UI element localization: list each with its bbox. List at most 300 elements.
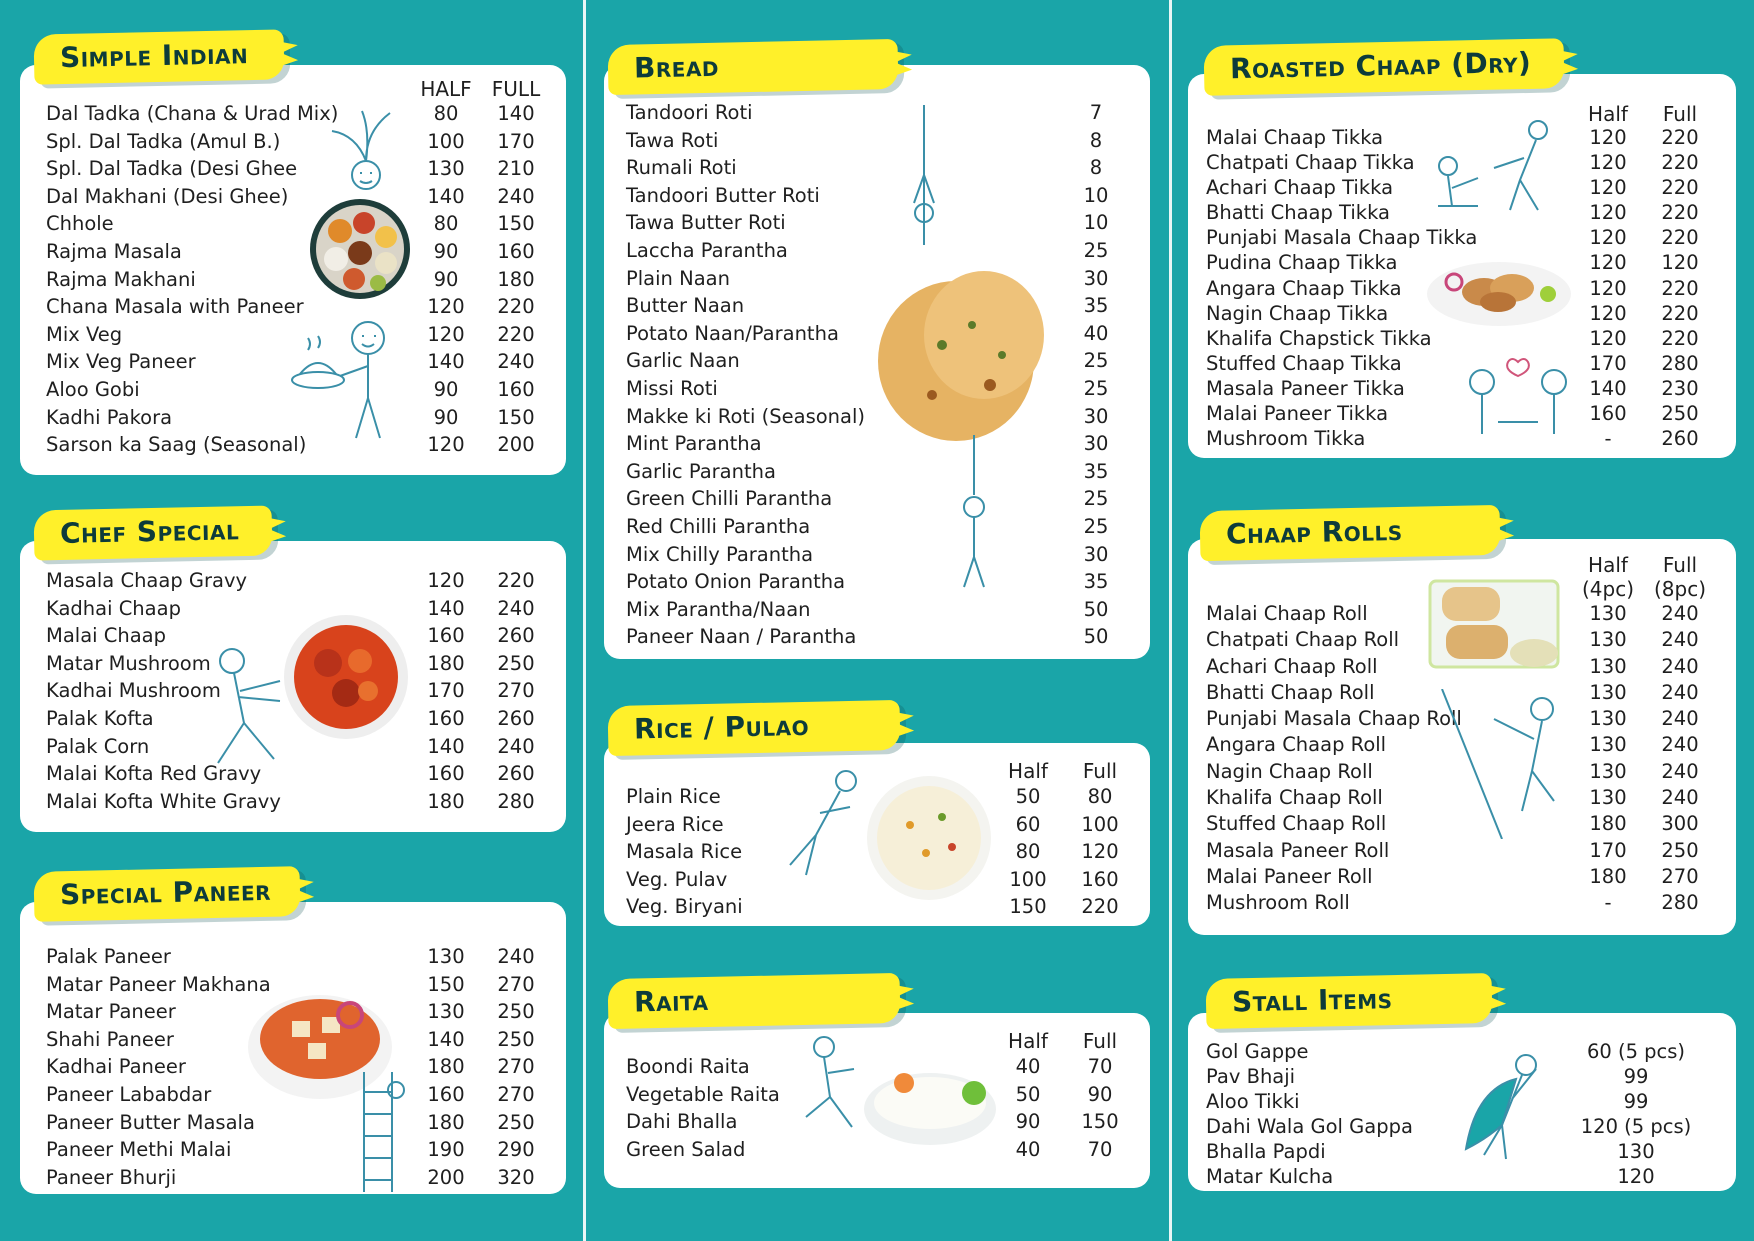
item-name: Bhalla Papdi xyxy=(1206,1140,1326,1163)
item-price-full: 150 xyxy=(1081,1110,1119,1134)
item-price-half: 130 xyxy=(1589,733,1627,757)
item-price-half: 130 xyxy=(427,157,465,181)
column-header-half: Half xyxy=(1008,759,1048,783)
item-name: Boondi Raita xyxy=(626,1055,750,1078)
item-name: Matar Kulcha xyxy=(1206,1165,1334,1188)
item-price-half: 170 xyxy=(1589,351,1627,375)
section-banner-stall-items xyxy=(1206,973,1493,1029)
item-price-half: 180 xyxy=(427,651,465,675)
item-price-full: 250 xyxy=(497,1000,535,1024)
column-header-full: Full xyxy=(1082,759,1118,783)
item-price-full: 220 xyxy=(497,295,535,319)
item-name: Tandoori Butter Roti xyxy=(626,183,820,207)
item-price-half: 120 xyxy=(427,433,465,457)
item-price-full: 220 xyxy=(1661,151,1699,175)
item-price: 99 xyxy=(1623,1065,1649,1088)
item-name: Aloo Gobi xyxy=(46,377,140,401)
item-price-full: 240 xyxy=(497,184,535,208)
item-name: Sarson ka Saag (Seasonal) xyxy=(46,433,307,457)
item-name: Angara Chaap Tikka xyxy=(1206,276,1402,300)
item-price-full: 240 xyxy=(1661,602,1699,625)
item-price-half: 130 xyxy=(1589,786,1627,810)
panel-simple-indian xyxy=(20,65,566,475)
item-price-half: 130 xyxy=(1589,654,1627,678)
menu-item xyxy=(46,102,546,130)
item-price-full: 220 xyxy=(1081,895,1119,919)
item-price-half: 120 xyxy=(427,569,465,592)
item-price-half: 130 xyxy=(1589,707,1627,731)
item-price-full: 290 xyxy=(497,1138,535,1162)
item-name: Palak Kofta xyxy=(46,706,154,730)
item-name: Chatpati Chaap Roll xyxy=(1206,628,1400,652)
item-price-full: 240 xyxy=(1661,733,1699,757)
item-price: 40 xyxy=(1083,321,1109,345)
menu-item xyxy=(626,211,1126,239)
item-name: Laccha Parantha xyxy=(626,238,788,262)
section-title: Chaap Rolls xyxy=(1225,513,1403,551)
item-name: Matar Paneer xyxy=(46,1000,176,1024)
menu-item xyxy=(626,625,1126,653)
item-name: Plain Naan xyxy=(626,266,730,290)
chaap-roll-image xyxy=(1424,575,1564,689)
item-name: Rajma Masala xyxy=(46,239,182,263)
item-price-full: 220 xyxy=(1661,326,1699,350)
item-price-full: 250 xyxy=(1661,838,1699,862)
item-price-half: 100 xyxy=(427,129,465,153)
item-name: Chhole xyxy=(46,212,114,236)
menu-item xyxy=(626,570,1126,598)
item-price: 120 (5 pcs) xyxy=(1580,1115,1692,1138)
column-header-full: Full xyxy=(1082,1029,1118,1053)
item-name: Dal Tadka (Chana & Urad Mix) xyxy=(46,102,339,125)
menu-item xyxy=(626,598,1126,626)
item-price-full: 220 xyxy=(497,322,535,346)
item-price-full: 280 xyxy=(497,789,535,813)
item-name: Veg. Biryani xyxy=(626,895,743,919)
item-name: Pav Bhaji xyxy=(1206,1065,1296,1088)
item-name: Chana Masala with Paneer xyxy=(46,295,304,319)
item-name: Garlic Naan xyxy=(626,349,740,373)
item-price-full: 160 xyxy=(1081,867,1119,891)
item-name: Green Chilli Parantha xyxy=(626,487,833,511)
item-price-full: 160 xyxy=(497,239,535,263)
item-price-half: 150 xyxy=(427,972,465,996)
item-price-half: 90 xyxy=(433,267,459,291)
item-price-full: 220 xyxy=(1661,301,1699,325)
item-name: Kadhai Paneer xyxy=(46,1055,186,1079)
item-price-half: 130 xyxy=(1589,680,1627,704)
item-price-full: 200 xyxy=(497,433,535,457)
item-name: Chatpati Chaap Tikka xyxy=(1206,151,1415,175)
panel-special-paneer xyxy=(20,902,566,1194)
item-name: Nagin Chaap Roll xyxy=(1206,759,1373,783)
item-name: Masala Paneer Tikka xyxy=(1206,376,1405,400)
item-price-full: 140 xyxy=(497,102,535,125)
item-price-full: 90 xyxy=(1087,1082,1113,1106)
item-name: Pudina Chaap Tikka xyxy=(1206,251,1398,275)
menu-item xyxy=(626,460,1126,488)
item-name: Bhatti Chaap Tikka xyxy=(1206,201,1390,225)
item-name: Paneer Methi Malai xyxy=(46,1138,232,1162)
item-price-half: 120 xyxy=(1589,276,1627,300)
item-price: 25 xyxy=(1083,238,1109,262)
item-price: 50 xyxy=(1083,625,1109,649)
item-price-half: 140 xyxy=(427,1027,465,1051)
superhero-doodle-icon xyxy=(1456,1049,1546,1173)
item-price-half: 120 xyxy=(1589,201,1627,225)
item-name: Kadhi Pakora xyxy=(46,405,173,429)
item-price-full: 70 xyxy=(1087,1137,1113,1161)
item-name: Shahi Paneer xyxy=(46,1027,174,1051)
item-name: Achari Chaap Tikka xyxy=(1206,176,1394,200)
item-price-full: 250 xyxy=(1661,402,1699,426)
section-title: Rice / Pulao xyxy=(633,708,810,746)
item-name: Potato Onion Parantha xyxy=(626,570,846,594)
item-name: Malai Kofta Red Gravy xyxy=(46,762,262,786)
item-name: Matar Mushroom xyxy=(46,651,211,675)
item-price-full: 70 xyxy=(1087,1055,1113,1078)
panel-rice xyxy=(604,743,1150,926)
chef-doodle-icon xyxy=(290,310,410,464)
menu-item xyxy=(46,157,546,185)
column-divider-right xyxy=(1169,0,1172,1241)
raita-bowl-image xyxy=(860,1053,1000,1157)
section-banner-roasted-chaap xyxy=(1204,38,1565,96)
item-price-half: 180 xyxy=(1589,864,1627,888)
item-price-full: 120 xyxy=(1081,840,1119,864)
item-price-half: 160 xyxy=(427,624,465,648)
panel-roasted-chaap xyxy=(1188,74,1736,458)
menu-item xyxy=(46,268,546,296)
section-banner-simple-indian xyxy=(34,29,285,84)
item-name: Malai Kofta White Gravy xyxy=(46,789,281,813)
item-name: Punjabi Masala Chaap Tikka xyxy=(1206,226,1478,250)
item-price-half: 170 xyxy=(1589,838,1627,862)
item-price-full: 160 xyxy=(497,377,535,401)
menu-item xyxy=(1206,865,1714,891)
menu-item xyxy=(626,129,1126,157)
item-price-full: 300 xyxy=(1661,812,1699,836)
item-price-half: 150 xyxy=(1009,895,1047,919)
item-price: 30 xyxy=(1083,432,1109,456)
section-title: Simple Indian xyxy=(59,37,249,75)
balancing-figure-doodle-icon xyxy=(1438,689,1568,843)
item-name: Tawa Roti xyxy=(626,128,719,152)
item-price-half: 140 xyxy=(1589,376,1627,400)
column-header-full: FULL xyxy=(491,77,541,101)
item-name: Punjabi Masala Chaap Roll xyxy=(1206,707,1462,731)
item-name: Red Chilli Parantha xyxy=(626,514,811,538)
item-price-half: 80 xyxy=(1015,840,1041,864)
item-name: Tawa Butter Roti xyxy=(626,211,786,235)
item-name: Malai Chaap Roll xyxy=(1206,602,1368,625)
item-price-full: 220 xyxy=(1661,176,1699,200)
item-price: 10 xyxy=(1083,183,1109,207)
item-price-full: 240 xyxy=(1661,759,1699,783)
item-name: Rumali Roti xyxy=(626,156,737,180)
item-name: Rajma Makhani xyxy=(46,267,196,291)
panel-raita xyxy=(604,1013,1150,1188)
item-name: Masala Paneer Roll xyxy=(1206,838,1390,862)
section-title: Bread xyxy=(633,49,720,85)
item-price-half: 170 xyxy=(427,679,465,703)
item-name: Palak Corn xyxy=(46,734,150,758)
item-name: Nagin Chaap Tikka xyxy=(1206,301,1389,325)
item-name: Mushroom Tikka xyxy=(1206,427,1366,451)
item-name: Malai Chaap Tikka xyxy=(1206,126,1384,149)
item-price-full: 320 xyxy=(497,1165,535,1189)
menu-item xyxy=(46,130,546,158)
menu-item xyxy=(46,212,546,240)
column-divider-left xyxy=(583,0,586,1241)
item-name: Paneer Naan / Parantha xyxy=(626,625,857,649)
item-price-half: 140 xyxy=(427,184,465,208)
item-price-full: 250 xyxy=(497,1110,535,1134)
item-price-full: 150 xyxy=(497,212,535,236)
item-price-full: 240 xyxy=(1661,707,1699,731)
item-name: Paneer Bhurji xyxy=(46,1165,177,1189)
item-name: Bhatti Chaap Roll xyxy=(1206,680,1375,704)
item-price-full: 280 xyxy=(1661,351,1699,375)
menu-item xyxy=(626,487,1126,515)
item-price-half: 90 xyxy=(433,405,459,429)
section-title: Roasted Chaap (Dry) xyxy=(1229,45,1532,86)
item-price-half: 90 xyxy=(433,239,459,263)
item-price-half: 130 xyxy=(427,945,465,968)
item-name: Plain Rice xyxy=(626,785,721,808)
section-title: Raita xyxy=(633,983,709,1019)
column-header-half: HALF xyxy=(420,77,472,101)
item-name: Achari Chaap Roll xyxy=(1206,654,1378,678)
item-price-full: 250 xyxy=(497,651,535,675)
section-title: Special Paneer xyxy=(59,873,272,912)
item-price: 25 xyxy=(1083,349,1109,373)
item-price-full: 270 xyxy=(497,972,535,996)
item-price-full: 270 xyxy=(497,679,535,703)
item-price-half: 50 xyxy=(1015,785,1041,808)
item-price: 99 xyxy=(1623,1090,1649,1113)
item-name: Kadhai Chaap xyxy=(46,596,181,620)
menu-item xyxy=(46,1111,546,1139)
item-price-half: 120 xyxy=(1589,326,1627,350)
section-title: Chef Special xyxy=(59,513,240,550)
section-banner-chaap-rolls xyxy=(1200,505,1501,561)
item-price-half: 120 xyxy=(1589,226,1627,250)
item-price: 8 xyxy=(1089,156,1103,180)
item-price: 35 xyxy=(1083,459,1109,483)
couple-doodle-icon xyxy=(1458,356,1578,460)
menu-item xyxy=(46,762,546,790)
item-price-half: 120 xyxy=(1589,251,1627,275)
item-price-half: - xyxy=(1604,891,1612,915)
item-name: Angara Chaap Roll xyxy=(1206,733,1387,757)
item-price-half: 120 xyxy=(1589,151,1627,175)
item-name: Gol Gappe xyxy=(1206,1040,1309,1063)
item-name: Potato Naan/Parantha xyxy=(626,321,839,345)
item-price-half: 80 xyxy=(433,102,459,125)
menu-item xyxy=(626,156,1126,184)
item-name: Kadhai Mushroom xyxy=(46,679,221,703)
item-price-full: 220 xyxy=(1661,126,1699,149)
item-price-full: 150 xyxy=(497,405,535,429)
item-price-full: 220 xyxy=(1661,226,1699,250)
panel-bread xyxy=(604,65,1150,659)
curry-bowl-image xyxy=(276,611,416,745)
item-price-half: 120 xyxy=(1589,126,1627,149)
boy-doodle-icon xyxy=(320,105,410,209)
menu-item xyxy=(46,240,546,268)
item-price: 10 xyxy=(1083,211,1109,235)
item-price-full: 100 xyxy=(1081,812,1119,836)
item-price-half: 140 xyxy=(427,734,465,758)
menu-item xyxy=(626,184,1126,212)
item-price-full: 220 xyxy=(1661,201,1699,225)
pushing-figure-doodle-icon xyxy=(192,641,292,785)
item-name: Dahi Wala Gol Gappa xyxy=(1206,1115,1413,1138)
item-price-half: 180 xyxy=(1589,812,1627,836)
item-name: Mix Parantha/Naan xyxy=(626,597,811,621)
item-price: 50 xyxy=(1083,597,1109,621)
section-banner-chef-special xyxy=(34,506,273,561)
item-price-full: 240 xyxy=(1661,786,1699,810)
item-price-half: 160 xyxy=(1589,402,1627,426)
item-name: Mix Veg xyxy=(46,322,123,346)
item-price-full: 250 xyxy=(497,1027,535,1051)
menu-item xyxy=(46,945,546,973)
section-banner-rice xyxy=(608,700,901,756)
column-header-half: Half (4pc) xyxy=(1581,553,1635,601)
section-title: Stall Items xyxy=(1231,982,1393,1019)
item-price-half: 90 xyxy=(433,377,459,401)
item-name: Veg. Pulav xyxy=(626,867,728,891)
item-price: 35 xyxy=(1083,294,1109,318)
item-price-full: 260 xyxy=(497,624,535,648)
item-name: Paneer Butter Masala xyxy=(46,1110,255,1134)
item-price-full: 170 xyxy=(497,129,535,153)
item-price-half: 140 xyxy=(427,596,465,620)
item-price-full: 210 xyxy=(497,157,535,181)
item-price-full: 220 xyxy=(1661,276,1699,300)
ladder-doodle-icon xyxy=(356,1062,416,1196)
item-name: Paneer Lababdar xyxy=(46,1082,212,1106)
item-name: Jeera Rice xyxy=(626,812,724,836)
item-price-half: 130 xyxy=(1589,628,1627,652)
item-price-half: 180 xyxy=(427,1055,465,1079)
panel-chaap-rolls xyxy=(1188,539,1736,935)
column-header-half: Half xyxy=(1588,102,1628,126)
item-name: Malai Paneer Tikka xyxy=(1206,402,1389,426)
item-name: Mushroom Roll xyxy=(1206,891,1350,915)
item-price: 25 xyxy=(1083,487,1109,511)
panel-stall-items xyxy=(1188,1013,1736,1191)
item-name: Malai Chaap xyxy=(46,624,167,648)
item-price: 30 xyxy=(1083,542,1109,566)
panel-chef-special xyxy=(20,541,566,832)
section-banner-bread xyxy=(608,39,899,95)
menu-item xyxy=(1206,891,1714,917)
item-name: Mix Chilly Parantha xyxy=(626,542,814,566)
item-name: Khalifa Chaap Roll xyxy=(1206,786,1383,810)
item-name: Spl. Dal Tadka (Desi Ghee xyxy=(46,157,298,181)
menu-item xyxy=(626,239,1126,267)
menu-item xyxy=(626,543,1126,571)
chaap-tikka-plate-image xyxy=(1424,258,1574,332)
item-price: 25 xyxy=(1083,376,1109,400)
item-name: Malai Paneer Roll xyxy=(1206,864,1373,888)
item-name: Palak Paneer xyxy=(46,945,171,968)
item-price-full: 260 xyxy=(497,706,535,730)
item-price-full: 260 xyxy=(1661,427,1699,451)
item-name: Dal Makhani (Desi Ghee) xyxy=(46,184,289,208)
section-banner-raita xyxy=(608,973,901,1029)
menu-item xyxy=(46,790,546,818)
pouring-figures-doodle-icon xyxy=(1408,114,1568,228)
item-price-full: 240 xyxy=(497,945,535,968)
item-price-full: 270 xyxy=(1661,864,1699,888)
item-price-half: 120 xyxy=(427,295,465,319)
item-price-full: 240 xyxy=(1661,654,1699,678)
item-name: Stuffed Chaap Roll xyxy=(1206,812,1387,836)
item-price-full: 80 xyxy=(1087,785,1113,808)
running-figure-doodle-icon xyxy=(784,1033,864,1147)
item-price-half: 120 xyxy=(1589,301,1627,325)
item-name: Green Salad xyxy=(626,1137,746,1161)
hanging-figure-doodle-icon xyxy=(954,435,994,599)
item-name: Aloo Tikki xyxy=(1206,1090,1300,1113)
item-name: Missi Roti xyxy=(626,376,718,400)
item-name: Garlic Parantha xyxy=(626,459,776,483)
item-price-half: 50 xyxy=(1015,1082,1041,1106)
item-name: Masala Rice xyxy=(626,840,743,864)
item-price-half: 130 xyxy=(1589,602,1627,625)
item-price: 35 xyxy=(1083,570,1109,594)
item-price-full: 240 xyxy=(1661,628,1699,652)
item-price: 30 xyxy=(1083,404,1109,428)
item-price-half: 160 xyxy=(427,1082,465,1106)
item-price-half: 190 xyxy=(427,1138,465,1162)
item-name: Butter Naan xyxy=(626,294,745,318)
item-name: Tandoori Roti xyxy=(626,101,753,124)
item-price-full: 260 xyxy=(497,762,535,786)
item-price-half: 40 xyxy=(1015,1055,1041,1078)
section-banner-special-paneer xyxy=(34,866,301,922)
item-name: Matar Paneer Makhana xyxy=(46,972,271,996)
column-header-full: Full xyxy=(1662,102,1698,126)
item-price-full: 270 xyxy=(497,1082,535,1106)
item-price-half: 160 xyxy=(427,706,465,730)
menu-item xyxy=(626,101,1126,129)
item-price-half: 130 xyxy=(427,1000,465,1024)
item-price-half: 120 xyxy=(427,322,465,346)
item-name: Makke ki Roti (Seasonal) xyxy=(626,404,865,428)
item-price: 7 xyxy=(1089,101,1103,124)
menu-item xyxy=(46,185,546,213)
item-price-half: 120 xyxy=(1589,176,1627,200)
item-price-full: 280 xyxy=(1661,891,1699,915)
item-price-half: 180 xyxy=(427,1110,465,1134)
menu-item xyxy=(1206,226,1714,251)
item-name: Dahi Bhalla xyxy=(626,1110,738,1134)
item-price-full: 270 xyxy=(497,1055,535,1079)
thali-plate-image xyxy=(308,197,412,305)
item-price: 30 xyxy=(1083,266,1109,290)
naan-image xyxy=(872,265,1052,449)
menu-item xyxy=(46,1166,546,1194)
item-price-full: 230 xyxy=(1661,376,1699,400)
menu-item xyxy=(46,1138,546,1166)
item-price-half: 140 xyxy=(427,350,465,374)
menu-item xyxy=(626,515,1126,543)
